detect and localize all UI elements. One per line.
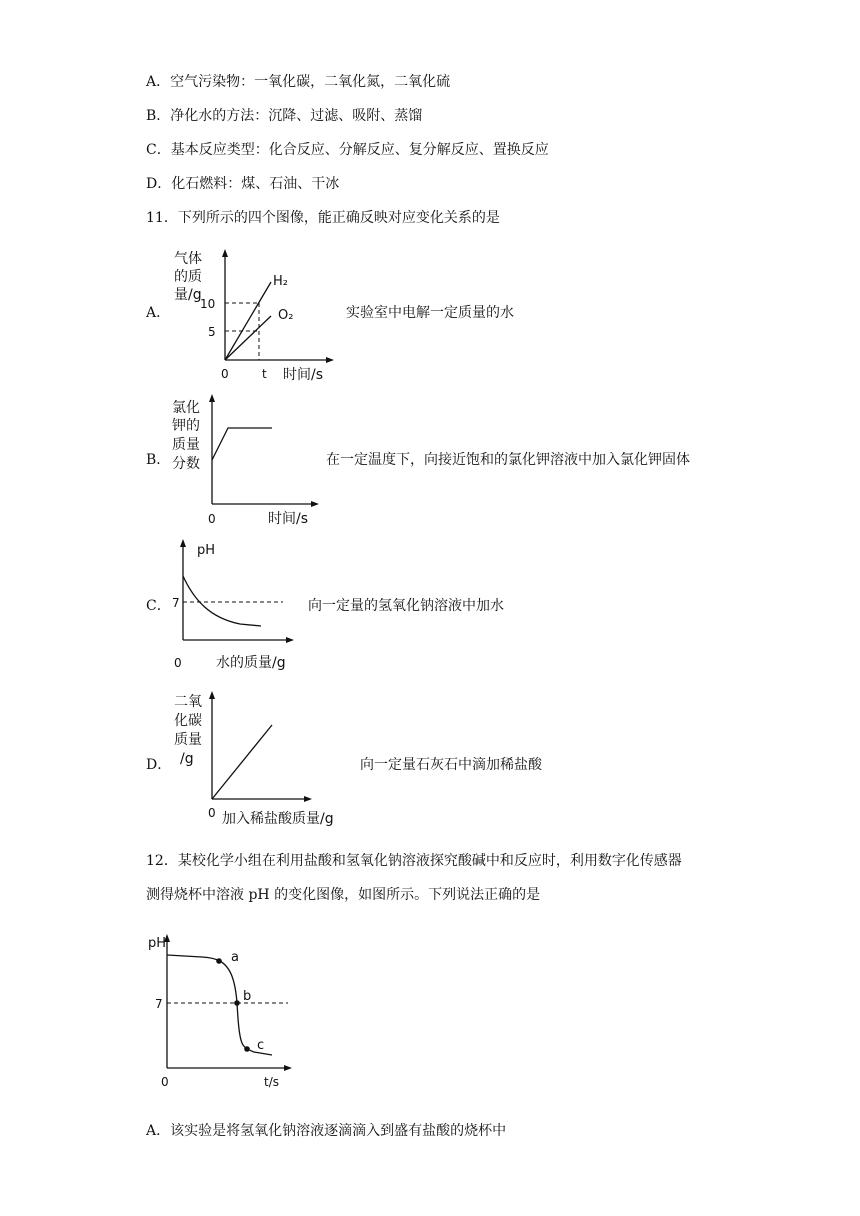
graph-a-y-arrow [222,249,228,257]
q12-label-c: c [257,1038,265,1053]
q12-label-b: b [243,989,252,1004]
graph-c-curve [183,576,261,626]
graph-a-xlabel: 时间/s [283,367,324,383]
graph-c-origin: 0 [174,656,182,670]
q11-option-b-caption: 在一定温度下，向接近饱和的氯化钾溶液中加入氯化钾固体 [326,452,690,468]
graph-c-ytick-7: 7 [172,596,180,610]
q11-stem: 11．下列所示的四个图像，能正确反映对应变化关系的是 [146,210,500,226]
graph-c-xlabel: 水的质量/g [216,655,286,671]
graph-a-ylabel-1: 气体 [174,251,202,267]
graph-a-line-h2 [225,282,271,360]
q11-graph-a [168,245,348,390]
q10-option-b: B．净化水的方法：沉降、过滤、吸附、蒸馏 [146,108,423,124]
q12-point-a [216,958,222,964]
graph-d-line [212,725,272,799]
graph-a-ytick-5: 5 [208,325,216,339]
graph-b-x-arrow [311,501,319,507]
q12-stem-line-1: 12．某校化学小组在利用盐酸和氢氧化钠溶液探究酸碱中和反应时，利用数字化传感器 [146,853,682,869]
graph-a-x-arrow [326,357,334,363]
graph-a-series-h2: H₂ [273,274,288,289]
graph-a-ytick-10: 10 [200,297,216,311]
q11-option-d-letter: D． [146,757,172,773]
graph-b-ylabel-3: 质量 [172,437,200,453]
graph-a-origin: 0 [221,367,229,381]
graph-d-y-arrow [209,691,215,699]
graph-d-x-arrow [304,796,312,802]
graph-b-ylabel-2: 钾的 [172,418,200,434]
q12-stem-line-2: 测得烧杯中溶液 pH 的变化图像，如图所示。下列说法正确的是 [146,887,541,903]
q11-option-c-letter: C． [146,598,171,614]
graph-c-ylabel: pH [197,543,216,558]
q12-option-a: A．该实验是将氢氧化钠溶液逐滴滴入到盛有盐酸的烧杯中 [146,1123,507,1139]
graph-b-xlabel: 时间/s [268,511,309,527]
graph-c-y-arrow [180,539,186,547]
q11-option-a-letter: A． [146,305,171,321]
graph-d-ylabel-4: /g [180,751,194,767]
q12-xlabel: t/s [264,1075,279,1089]
graph-b-ylabel-1: 氯化 [172,400,200,416]
q11-graph-d [168,688,358,833]
q12-point-b [234,1000,240,1006]
graph-d-ylabel-1: 二氧 [174,694,202,710]
q12-ylabel: pH [148,936,167,951]
q10-option-d: D．化石燃料：煤、石油、干冰 [146,176,340,192]
q12-origin: 0 [161,1075,169,1089]
q12-graph [146,928,306,1093]
graph-a-line-o2 [225,316,271,360]
graph-a-series-o2: O₂ [278,308,294,323]
q12-label-a: a [231,950,239,965]
graph-a-ylabel-2: 的质 [174,269,202,285]
graph-a-ylabel-3: 量/g [174,287,202,303]
graph-b-ylabel-4: 分数 [172,456,200,472]
graph-d-ylabel-2: 化碳 [174,713,202,729]
q11-option-c-caption: 向一定量的氢氧化钠溶液中加水 [308,598,504,614]
q11-graph-c [168,536,308,676]
q12-ytick-7: 7 [155,997,163,1011]
graph-d-xlabel: 加入稀盐酸质量/g [222,811,334,827]
q12-x-arrow [284,1065,292,1071]
q11-option-b-letter: B． [146,452,171,468]
q12-point-c [244,1046,250,1052]
q10-option-c: C．基本反应类型：化合反应、分解反应、复分解反应、置换反应 [146,142,549,158]
graph-d-ylabel-3: 质量 [174,732,202,748]
graph-b-curve [212,428,272,460]
graph-b-origin: 0 [208,512,216,526]
graph-a-xtick-t: t [262,367,267,381]
q10-option-a: A．空气污染物：一氧化碳，二氧化氮，二氧化硫 [146,74,451,90]
graph-c-x-arrow [286,637,294,643]
q11-option-a-caption: 实验室中电解一定质量的水 [346,305,514,321]
q11-graph-b [168,392,328,532]
q11-option-d-caption: 向一定量石灰石中滴加稀盐酸 [360,757,542,773]
graph-d-origin: 0 [208,806,216,820]
graph-b-y-arrow [209,394,215,402]
